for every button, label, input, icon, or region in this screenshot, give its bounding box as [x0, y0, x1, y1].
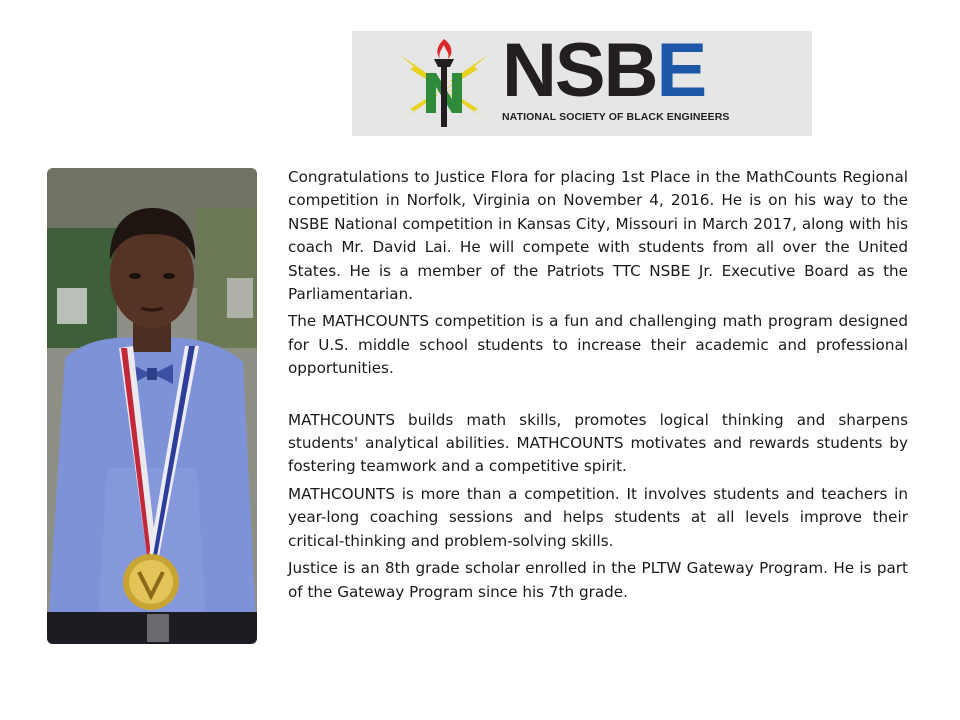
article-paragraph-5: Justice is an 8th grade scholar enrolled in the PLTW Gateway Program. He is part of the Gateway Program since his 7th grade. [288, 559, 908, 601]
student-with-medal-illustration [47, 168, 257, 644]
wordmark-accent: E [656, 28, 706, 113]
article-paragraph-2: The MATHCOUNTS competition is a fun and challenging math program designed for U.S. middle school students to increase their academic and professional opportunities. [288, 312, 908, 378]
student-photo [47, 168, 257, 644]
nsbe-logo-banner [352, 28, 812, 136]
nsbe-torch-emblem-icon [396, 37, 492, 129]
article-body [288, 166, 908, 608]
article-paragraph-1: Congratulations to Justice Flora for placing 1st Place in the MathCounts Regional competition in Norfolk, Virginia on November 4, 2016. He is on his way to the NSBE National competition in Kansas City, Missouri in March 2017, along with his coach Mr. David Lai. He will compete with students from all over the United States. He is a member of the Patriots TTC NSBE Jr. Executive Board as the Parliamentarian. [288, 168, 908, 304]
article-paragraph-4: MATHCOUNTS is more than a competition. It involves students and teachers in year-long coaching sessions and helps students at all levels improve their critical-thinking and problem-solving skills. [288, 484, 908, 550]
nsbe-wordmark [502, 28, 706, 113]
article-paragraph-3: MATHCOUNTS builds math skills, promotes logical thinking and sharpens students' analytical abilities. MATHCOUNTS motivates and rewards students by fostering teamwork and a competitive spirit. [288, 410, 908, 476]
nsbe-tagline: NATIONAL SOCIETY OF BLACK ENGINEERS [502, 111, 730, 123]
wordmark-main: NSB [502, 28, 657, 113]
